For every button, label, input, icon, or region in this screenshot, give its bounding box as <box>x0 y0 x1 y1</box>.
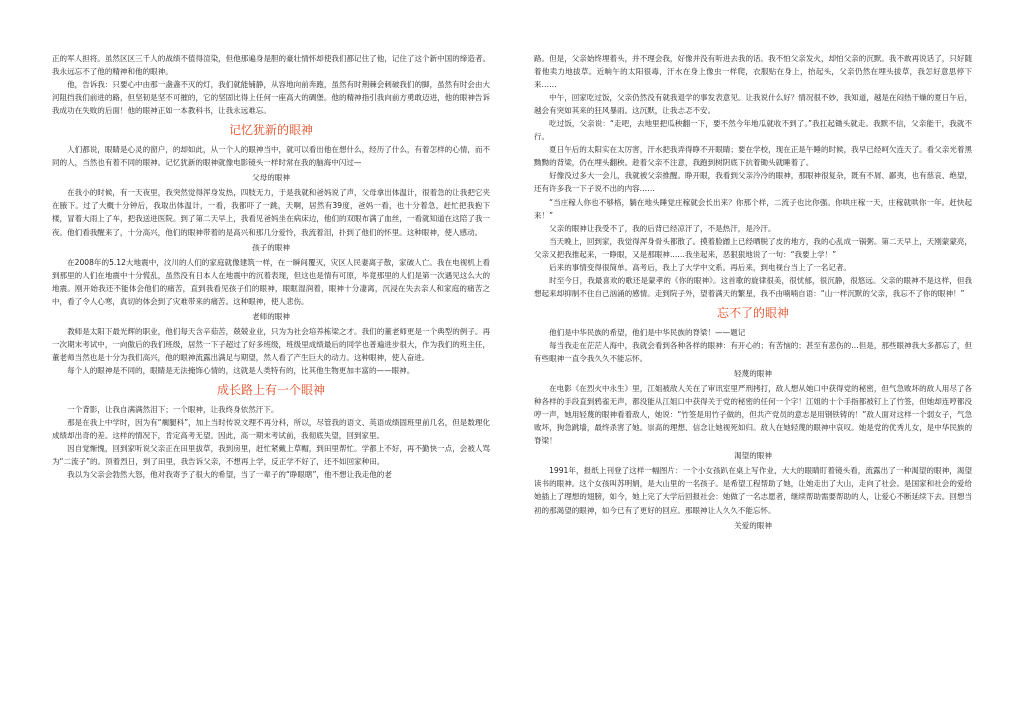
section1-conclusion: 每个人的眼神是不同的，眼睛是无法掩饰心情的，这就是人类特有的，比其他生物更加丰富的——眼神。 <box>67 365 415 375</box>
section3-paragraph-1: 每当我走在茫茫人海中，我就会看到各种各样的眼神：有开心的；有苦恼的；甚至有悲伤的…但是，那些眼神我大多都忘了，但有些眼神一直令我久久不能忘怀。 <box>534 340 972 363</box>
right-paragraph-6: “当庄稼人你也不够格，躺在地头睡觉庄稼就会长出来？你那个样，二流子也比你强。你哄庄稼一天，庄稼就哄你一年。赶快起来！” <box>534 197 972 220</box>
right-paragraph-5: 好像没过多大一会儿，我就被父亲推醒。睁开眼，我看到父亲冷冷的眼神，那眼神很复杂，既有不屑、鄙夷，也有慈哀、绝望，还有许多我一下子说不出的内容…… <box>534 171 972 194</box>
section2-paragraph-2: 因自觉惭愧，回到家听说父亲正在田里拔草，我到房里，赶忙紧戴上草帽，到田里帮忙。学都上不好，再不勤快一点，会被人骂为“二流子”的。顶着烈日，到了田里，我告诉父亲，不想再上学，反正学不好了，还不如回家种田。 <box>52 444 490 467</box>
section-title-growth-gaze: 成长路上有一个眼神 <box>216 383 325 398</box>
right-paragraph-8: 当天晚上，回到家，我觉得浑身骨头都散了。摸着脸蹭上已经晒脱了皮的地方，我的心乱成一锅粥。第二天早上，天刚蒙蒙亮，父亲又把我推起来，一睁眼，又是那眼神……我坐起来，恶狠狠地说了一句：“我要上学！” <box>534 236 972 259</box>
subtitle-longing-gaze: 渴望的眼神 <box>734 451 772 461</box>
section3-epigraph: 他们是中华民族的希望，他们是中华民族的脊梁！——题记 <box>549 327 746 337</box>
section1-intro: 人们都说，眼睛是心灵的窗户，的却如此，从一个人的眼神当中，就可以看出他在想什么，经历了什么，有着怎样的心情，而不同的人，当然也有着不同的眼神。记忆犹新的眼神就像电影镜头一样时常在我的脑海中闪过— <box>52 145 490 168</box>
section-title-memorable-gaze: 记忆犹新的眼神 <box>228 123 313 138</box>
section2-paragraph-3: 我以为父亲会勃然大怒，他对我寄予了很大的希望，当了一辈子的“睁眼瞎”，他不想让我走他的老 <box>67 470 392 480</box>
subtitle-contemptuous-gaze: 轻蔑的眼神 <box>734 369 772 379</box>
right-paragraph-10: 时至今日，我最喜欢的歌还是蒙孝的《你的眼神》。这首歌的旋律很美，很忧郁，很沉静，很悠远。父亲的眼神不是这样，但我想起来却抑制不住自己汹涌的感情。走到院子外，望着满天的繁星，我不由喃喃自语：“山一样沉默的父亲，我忘不了你的眼神！” <box>534 275 972 298</box>
subtitle-children-gaze: 孩子的眼神 <box>252 242 290 252</box>
teacher-gaze-body: 教师是太阳下最光辉的职业，他们每天含辛茹苦，兢兢业业，只为为社会培养栋梁之才。我们的董老师更是一个典型的例子。再一次期末考试中，一向傲后的我们班级，居然一下子超过了好多班级，班级里成绩最后的同学也普遍进步很大，作为我们的班主任，董老师当然也是十分为我们高兴，他的眼神流露出满足与期望，然人看了产生巨大的动力。这种眼神，使人奋进。 <box>52 326 490 362</box>
parents-gaze-body: 在我小的时候，有一天夜里，我突然觉得浑身发热，四肢无力，于是我就和爸妈说了声，父母拿出体温计，很着急的让我把它夹在腋下。过了大概十分钟后，我取出体温计，一看，我都吓了一跳，天啊，居然有39度，爸妈一看，也十分着急，赶忙把我抱下楼，冒着大雨上了车，把我送进医院。到了第二天早上，我看见爸妈坐在病床边，他们的双眼布满了血丝，一看就知道在这陪了我一夜。他们看我醒来了，十分高兴，他们的眼神带着的是高兴和那几分爱怜，我流着泪，扑到了他们的怀里。这种眼神，使人感动。 <box>52 188 490 237</box>
right-column <box>534 52 972 704</box>
section2-intro: 一个背影，让我自满满然泪下；一个眼神，让我终身依然汗下。 <box>67 405 279 415</box>
right-paragraph-7: 父亲的眼神让我受不了，我的后背已经凉汗了，不是热汗，是冷汗。 <box>549 223 776 233</box>
right-paragraph-4: 夏日午后的太阳实在太厉害，汗水把我弄得睁不开眼睛；要在学校，现在正是午睡的时候，我早已经呵欠连天了。看父亲光着黑黝黝的背梁，仍在埋头翻秧。趁着父亲不注意，我跑到树阴底下抗着锄头就睡着了。 <box>534 145 972 168</box>
left-column <box>52 52 490 704</box>
intro-paragraph-2: 他，告诉我：只要心中由那一盏盏不灭的灯，我们就能铺静，从容地向前奔跑，虽然有时荆棘会刺破我们的脚，虽然有时会由大河阻挡我们前进的路，但坚韧是坚不可摧的，它的坚固比得上任何一座高大的碉堡。他的精神指引我向前方勇敢迈进，他的眼神告诉我成功在失败的后面！他的眼神正如一本教科书，让我永远难忘。 <box>52 80 490 116</box>
contemptuous-gaze-body: 在电影《在烈火中永生》里，江姐被敌人关在了审讯室里严刑拷打，敌人想从她口中获得党的秘密，但气急败坏的敌人用尽了各种各样的手段直到鸦雀无声，都没能从江姐口中获得关于党的秘密的任何一个字！江姐的十个手指都被钉上了竹签，但她却连哼都没哼一声，她用轻蔑的眼神看着敌人，她说：“竹签是用竹子做的，但共产党员的意志是用钢铁铸的！”敌人面对这样一个弱女子，气急败坏，狗急跳墙，最终杀害了她。崇高的理想、信念让她视死如归。敌人在她轻蔑的眼神中哀叹。她是党的优秀儿女，是中华民族的脊梁！ <box>534 384 972 446</box>
subtitle-teacher-gaze: 老师的眼神 <box>252 311 290 321</box>
subtitle-parents-gaze: 父母的眼神 <box>252 173 290 183</box>
right-paragraph-2: 中午，回家吃过饭，父亲仍然没有就我退学的事发表意见。让我说什么好？情况很不妙，我知道，越是在闷热干燥的夏日午后，越会有突如其来的狂风暴雨。这沉默，让我忐忑不安。 <box>534 93 972 116</box>
longing-gaze-body: 1991年，报纸上刊登了这样一幅图片：一个小女孩趴在桌上写作业，大大的眼睛盯着镜头看，流露出了一种渴望的眼神，渴望读书的眼神。这个女孩叫苏明娟，是大山里的一名孩子。是希望工程帮助了她，让她走出了大山，走向了社会。是国家和社会的爱给她插上了理想的翅膀，如今，她上完了大学后回报社会：她做了一名志愿者，继续帮助需要帮助的人，让爱心不断延续下去。回想当初的那渴望的眼神，如今已有了更好的回应。那眼神让人久久不能忘怀。 <box>534 466 972 515</box>
right-paragraph-3: 吃过饭，父亲说：“走吧，去地里把瓜秧翻一下，要不然今年地瓜就收不到了。”我扛起锄头就走。我默不信，父亲能干，我就不行。 <box>534 119 972 142</box>
children-gaze-body: 在2008年的5.12大地震中，汶川的人们的家庭就像建筑一样，在一瞬间覆灭，灾区人民妻离子散，家破人亡。我在电视机上看到那里的人们在地震中十分慌乱，虽然没有日本人在地震中的沉着表现，但这也是情有可原，毕竟那里的人们是第一次遇见这么大的地震。刚开始我还不能体会他们的痛苦，直到我看见孩子们的眼神，眼眶湿润着，眼神十分凄离，沉浸在失去亲人和家庭的痛苦之中，看了令人心寒，真切的体会到了灾难带来的痛苦。这种眼神，使人悲伤。 <box>52 257 490 306</box>
right-paragraph-9: 后来的事情变得很简单。高考后，我上了大学中文系。再后来，到电视台当上了一名记者。 <box>549 262 851 272</box>
subtitle-caring-gaze: 关爱的眼神 <box>734 520 772 530</box>
intro-paragraph-1: 正的军人担将。虽然区区三千人的战绩不值得渲染，但他那遍身是胆的豪壮情怀却使我们都记住了他，记住了这个新中国的缔造者。我永远忘不了他的精神和他的眼神。 <box>52 54 490 77</box>
section-title-unforgettable-gaze: 忘不了的眼神 <box>716 305 789 320</box>
right-paragraph-1: 路。但是，父亲始终埋着头，并不理会我，好像并没有听进去我的话。我不怕父亲发火，却怕父亲的沉默。我不敢再说话了，只好随着他卖力地拔草。近晌午的太阳很毒，汗水在身上像虫一样爬，衣服贴在身上，抬起头，父亲仍然在埋头拔草，我怎好意思停下来…… <box>534 54 972 90</box>
section2-paragraph-1: 那是在我上中学时，因为有“瘸腿科”，加上当时传说文理不再分科，所以，尽管我的语文、英语成绩固班里前几名，但是数理化成绩却出奇的差。这样的情况下，肯定高考无望。因此，高一期末考试前，我彻底失望，回到家里。 <box>52 418 490 441</box>
